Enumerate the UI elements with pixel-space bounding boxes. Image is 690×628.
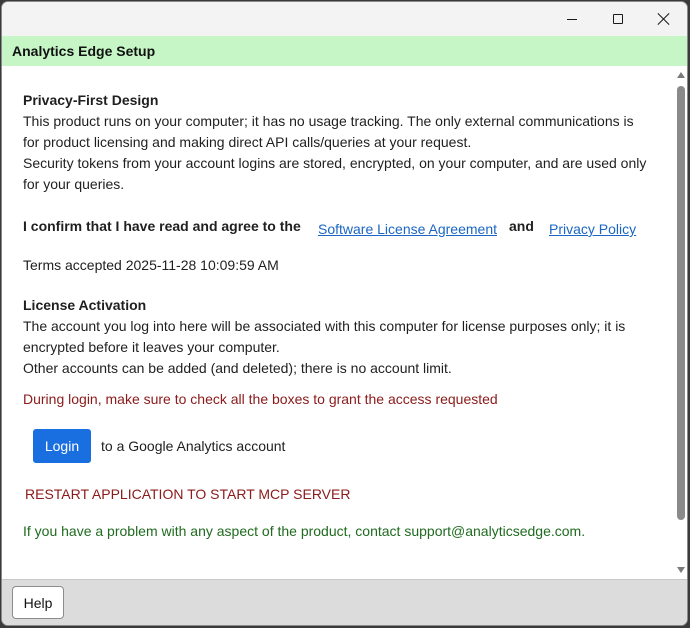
terms-accepted: Terms accepted 2025-11-28 10:09:59 AM: [23, 257, 279, 273]
app-header: [2, 36, 687, 66]
confirm-label: I confirm that I have read and agree to the: [23, 218, 301, 234]
restart-notice: RESTART APPLICATION TO START MCP SERVER: [25, 486, 351, 502]
confirm-and: and: [509, 218, 534, 234]
scroll-up-icon[interactable]: [677, 72, 685, 78]
privacy-text-line: for your queries.: [23, 176, 125, 192]
login-row: [23, 429, 674, 463]
setup-window: [1, 1, 688, 626]
license-text-line: Other accounts can be added (and deleted); there is no account limit.: [23, 360, 452, 376]
contact-text: If you have a problem with any aspect of the product, contact support@analyticsedge.com.: [23, 523, 586, 539]
privacy-policy-link[interactable]: Privacy Policy: [549, 221, 637, 237]
minimize-button[interactable]: [549, 2, 595, 36]
login-button[interactable]: Login: [33, 429, 91, 463]
minimize-icon: [567, 19, 577, 20]
content-area: [2, 66, 674, 579]
privacy-text-line: for product licensing and making direct API calls/queries at your request.: [23, 134, 472, 150]
privacy-section: [23, 90, 674, 195]
vertical-scrollbar[interactable]: [674, 66, 688, 579]
license-text-line: The account you log into here will be associated with this computer for license purposes only; it is: [23, 318, 626, 334]
close-icon: [658, 13, 670, 25]
login-warning: During login, make sure to check all the boxes to grant the access requested: [23, 391, 498, 407]
scroll-thumb[interactable]: [677, 86, 685, 520]
license-text-line: encrypted before it leaves your computer.: [23, 339, 280, 355]
confirm-row: [23, 216, 674, 240]
close-button[interactable]: [641, 2, 687, 36]
app-title: Analytics Edge Setup: [12, 43, 156, 59]
privacy-title: Privacy-First Design: [23, 92, 159, 108]
maximize-button[interactable]: [595, 2, 641, 36]
title-bar: [2, 2, 687, 36]
maximize-icon: [613, 14, 623, 24]
license-agreement-link[interactable]: Software License Agreement: [318, 221, 497, 237]
login-description: to a Google Analytics account: [101, 438, 286, 454]
privacy-text-line: This product runs on your computer; it has no usage tracking. The only external communications is: [23, 113, 634, 129]
help-button[interactable]: Help: [12, 586, 64, 619]
footer-bar: [2, 579, 687, 626]
privacy-text-line: Security tokens from your account logins are stored, encrypted, on your computer, and are used only: [23, 155, 647, 171]
scroll-down-icon[interactable]: [677, 567, 685, 573]
license-title: License Activation: [23, 297, 147, 313]
